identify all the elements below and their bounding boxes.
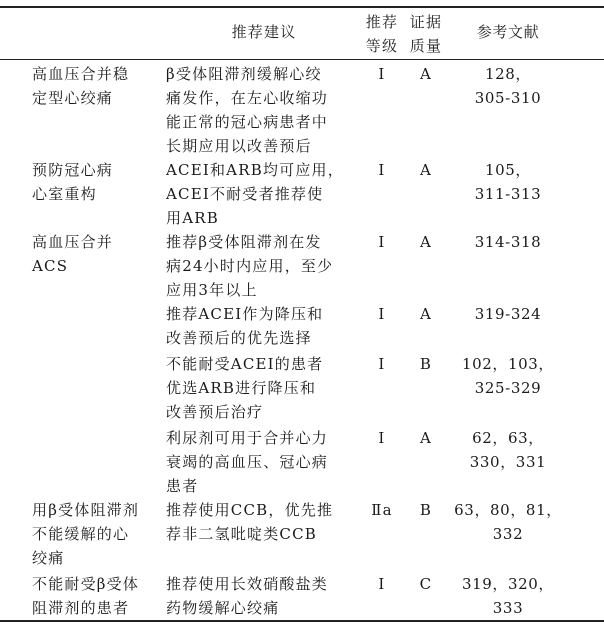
table-row-6-evidence: B (419, 501, 433, 519)
table-row-0-references: 128， 305-310 (474, 65, 542, 107)
table-row-1-recommendation: ACEI和ARB均可应用， ACEI不耐受者推荐使 用ARB (166, 161, 344, 227)
table-row-2-condition: 高血压合并 ACS (32, 233, 114, 275)
table-row-1-grade: Ⅰ (378, 161, 386, 179)
table-row-4-grade: Ⅰ (378, 355, 386, 373)
table-row-3-references: 319-324 (474, 305, 542, 323)
table-row-3-recommendation: 推荐ACEI作为降压和 改善预后的优先选择 (166, 305, 324, 347)
table-row-6-condition: 用β受体阻滞剂 不能缓解的心 绞痛 (32, 501, 140, 567)
table-row-5-recommendation: 利尿剂可用于合并心力 衰竭的高血压、冠心病 患者 (166, 429, 329, 495)
table-row-5-evidence: A (419, 429, 433, 447)
table-row-2-grade: Ⅰ (378, 233, 386, 251)
table-top-rule (0, 6, 604, 8)
table-bottom-rule (0, 620, 604, 622)
table-row-7-evidence: C (419, 575, 433, 593)
table-row-7-references: 319，320， 333 (461, 575, 555, 617)
table-row-1-evidence: A (419, 161, 433, 179)
table-header-rule (0, 59, 604, 60)
table-row-5-references: 62，63， 330，331 (469, 429, 547, 471)
table-row-1-references: 105， 311-313 (474, 161, 542, 203)
header-recommendation-grade: 推荐 等级 (365, 13, 399, 55)
table-row-4-recommendation: 不能耐受ACEI的患者 优选ARB进行降压和 改善预后治疗 (166, 355, 324, 421)
header-evidence-quality: 证据 质量 (409, 13, 443, 55)
table-row-0-condition: 高血压合并稳 定型心绞痛 (32, 65, 130, 107)
table-row-2-evidence: A (419, 233, 433, 251)
table-row-3-grade: Ⅰ (378, 305, 386, 323)
table-row-1-condition: 预防冠心病 心室重构 (32, 161, 114, 203)
table-row-0-evidence: A (419, 65, 433, 83)
header-references: 参考文献 (476, 23, 540, 41)
table-row-4-evidence: B (419, 355, 433, 373)
table-row-7-recommendation: 推荐使用长效硝酸盐类 药物缓解心绞痛 (166, 575, 329, 617)
table-row-3-evidence: A (419, 305, 433, 323)
table-row-0-grade: Ⅰ (378, 65, 386, 83)
table-row-4-references: 102，103， 325-329 (461, 355, 555, 397)
table-row-7-condition: 不能耐受β受体 阻滞剂的患者 (32, 575, 140, 617)
table-row-2-references: 314-318 (474, 233, 542, 251)
table-row-5-grade: Ⅰ (378, 429, 386, 447)
table-row-6-references: 63，80，81， 332 (454, 501, 562, 543)
table-row-6-recommendation: 推荐使用CCB，优先推 荐非二氢吡啶类CCB (166, 501, 334, 543)
header-recommendation: 推荐建议 (231, 23, 297, 41)
table-row-0-recommendation: β受体阻滞剂缓解心绞 痛发作，在左心收缩功 能正常的冠心病患者中 长期应用以改善预后 (166, 65, 329, 155)
table-row-6-grade: Ⅱa (371, 501, 393, 519)
table-row-7-grade: Ⅰ (378, 575, 386, 593)
table-row-2-recommendation: 推荐β受体阻滞剂在发 病24小时内应用，至少 应用3年以上 (166, 233, 334, 299)
